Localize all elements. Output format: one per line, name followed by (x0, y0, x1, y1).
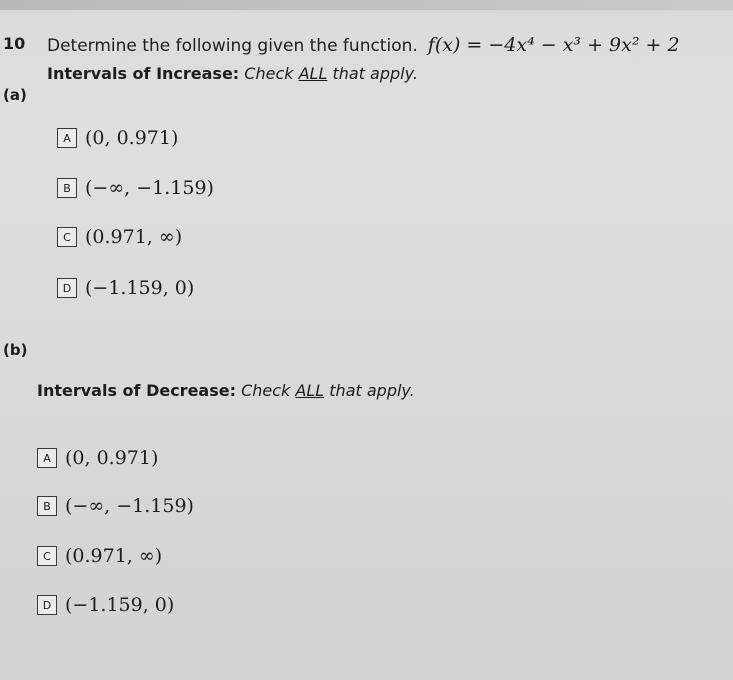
increase-heading-title: Intervals of Increase: (47, 64, 240, 83)
top-edge (0, 0, 733, 10)
option-letter: D (57, 278, 77, 298)
decrease-option-a[interactable] (37, 447, 158, 469)
option-letter: B (57, 178, 77, 198)
option-text: (−∞, −1.159) (85, 177, 214, 199)
option-text: (−1.159, 0) (65, 594, 175, 616)
question-prompt (47, 34, 680, 56)
prompt-text: Determine the following given the function. (47, 36, 418, 56)
decrease-heading (37, 381, 415, 400)
option-text: (0.971, ∞) (85, 226, 183, 248)
option-text: (−1.159, 0) (85, 277, 195, 299)
option-letter: D (37, 595, 57, 615)
option-text: (0, 0.971) (85, 127, 179, 149)
function-expression: f(x) = −4x⁴ − x³ + 9x² + 2 (427, 34, 680, 56)
increase-option-b[interactable] (57, 177, 214, 199)
increase-option-d[interactable] (57, 277, 194, 299)
increase-option-c[interactable] (57, 226, 182, 248)
question-number: 10 (3, 34, 26, 53)
option-text: (−∞, −1.159) (65, 495, 194, 517)
increase-heading-instruction: Check ALL that apply. (244, 64, 418, 83)
increase-option-a[interactable] (57, 127, 178, 149)
option-letter: A (57, 128, 77, 148)
option-text: (0, 0.971) (65, 447, 159, 469)
part-b-label: (b) (3, 341, 28, 359)
decrease-heading-instruction: Check ALL that apply. (241, 381, 415, 400)
increase-heading (47, 64, 418, 83)
option-text: (0.971, ∞) (65, 545, 163, 567)
option-letter: A (37, 448, 57, 468)
option-letter: C (37, 546, 57, 566)
decrease-option-b[interactable] (37, 495, 194, 517)
part-a-label: (a) (3, 86, 27, 104)
option-letter: B (37, 496, 57, 516)
decrease-option-c[interactable] (37, 545, 162, 567)
decrease-heading-title: Intervals of Decrease: (37, 381, 236, 400)
option-letter: C (57, 227, 77, 247)
decrease-option-d[interactable] (37, 594, 174, 616)
